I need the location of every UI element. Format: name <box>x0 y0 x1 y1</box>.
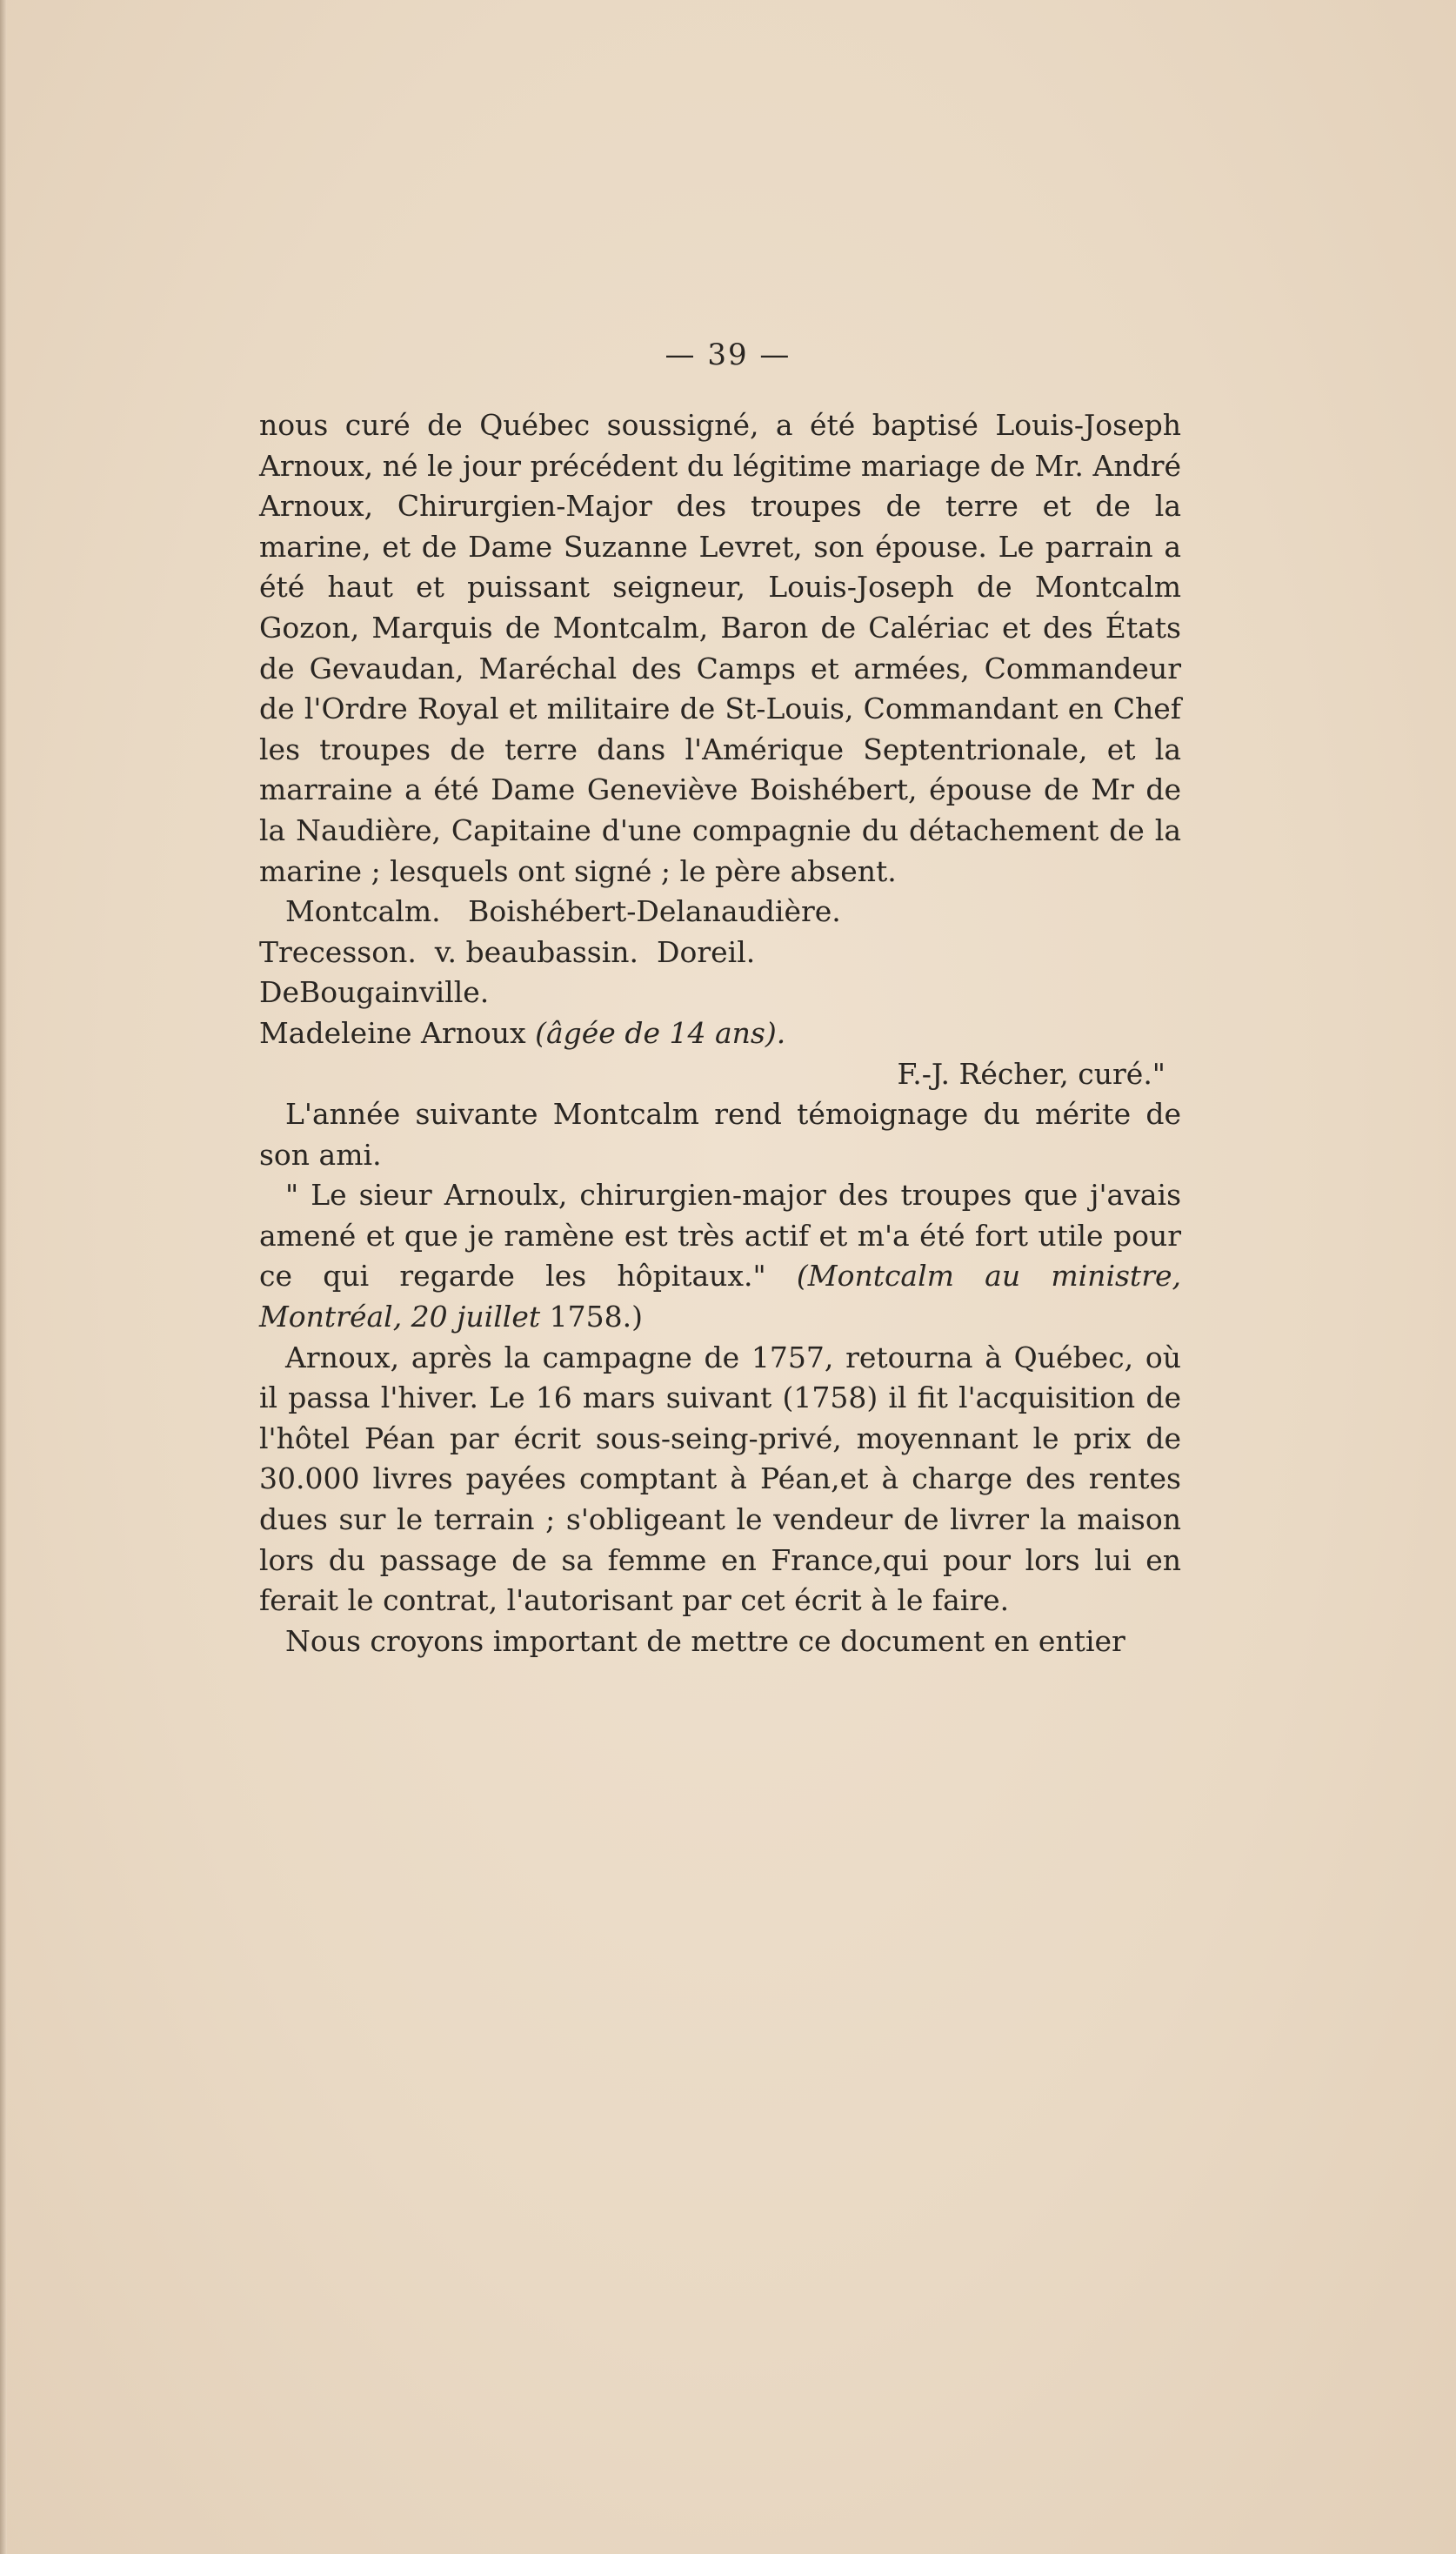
quote-text: " Le sieur Arnoulx, chirurgien-major des troupes que j'avais amené et que je ramène est très actif et m'a été fort utile pour ce qui regarde les hôpitaux." <box>259 1178 1181 1294</box>
signature-line-2: Trecesson. v. beaubassin. Doreil. <box>259 934 756 969</box>
signature-line-1: Montcalm. Boishébert-Delanaudière. <box>285 894 841 929</box>
signature-line-4 <box>259 1013 1181 1054</box>
signature-name: Madeleine Arnoux <box>259 1015 536 1050</box>
page-edge <box>0 0 7 2554</box>
paragraph-arnoux: Arnoux, après la campagne de 1757, retourna à Québec, où il passa l'hiver. Le 16 mars suivant (1758) il fit l'acquisition de l'hôtel Péan par écrit sous-seing-privé, moyennant le prix de 30.000 livres payées comptant à Péan,et à charge des rentes dues sur le terrain ; s'obligeant le vendeur de livrer la maison lors du passage de sa femme en France,qui pour lors lui en ferait le contrat, l'autorisant par cet écrit à le faire. <box>259 1340 1181 1618</box>
quote-source-end: 1758.) <box>540 1300 643 1334</box>
paragraph-baptism: nous curé de Québec soussigné, a été baptisé Louis-Joseph Arnoux, né le jour précédent du légitime mariage de Mr. André Arnoux, Chirurgien-Major des troupes de terre et de la marine, et de Dame Suzanne Levret, son épouse. Le parrain a été haut et puissant seigneur, Louis-Joseph de Montcalm Gozon, Marquis de Montcalm, Baron de Calériac et des États de Gevaudan, Maréchal des Camps et armées, Commandeur de l'Ordre Royal et militaire de St-Louis, Commandant en Chef les troupes de terre dans l'Amérique Septentrionale, et la marraine a été Dame Geneviève Boishébert, épouse de Mr de la Naudière, Capitaine d'une compagnie du détachement de la marine ; lesquels ont signé ; le père absent. <box>259 408 1181 888</box>
paragraph-quote <box>259 1175 1181 1337</box>
signature-line-3: DeBougainville. <box>259 975 490 1010</box>
signature-block <box>259 892 1181 1094</box>
page-number: — 39 — <box>665 338 791 372</box>
body-text <box>259 405 1181 1661</box>
signature-age-note: (âgée de 14 ans). <box>535 1015 786 1050</box>
cure-signature: F.-J. Récher, curé." <box>897 1056 1165 1091</box>
paragraph-annee: L'année suivante Montcalm rend témoignage du mérite de son ami. <box>259 1097 1181 1172</box>
paragraph-nous: Nous croyons important de mettre ce document en entier <box>285 1623 1125 1658</box>
quote-source: (Montcalm au ministre, Montréal, 20 juillet <box>259 1259 1181 1334</box>
